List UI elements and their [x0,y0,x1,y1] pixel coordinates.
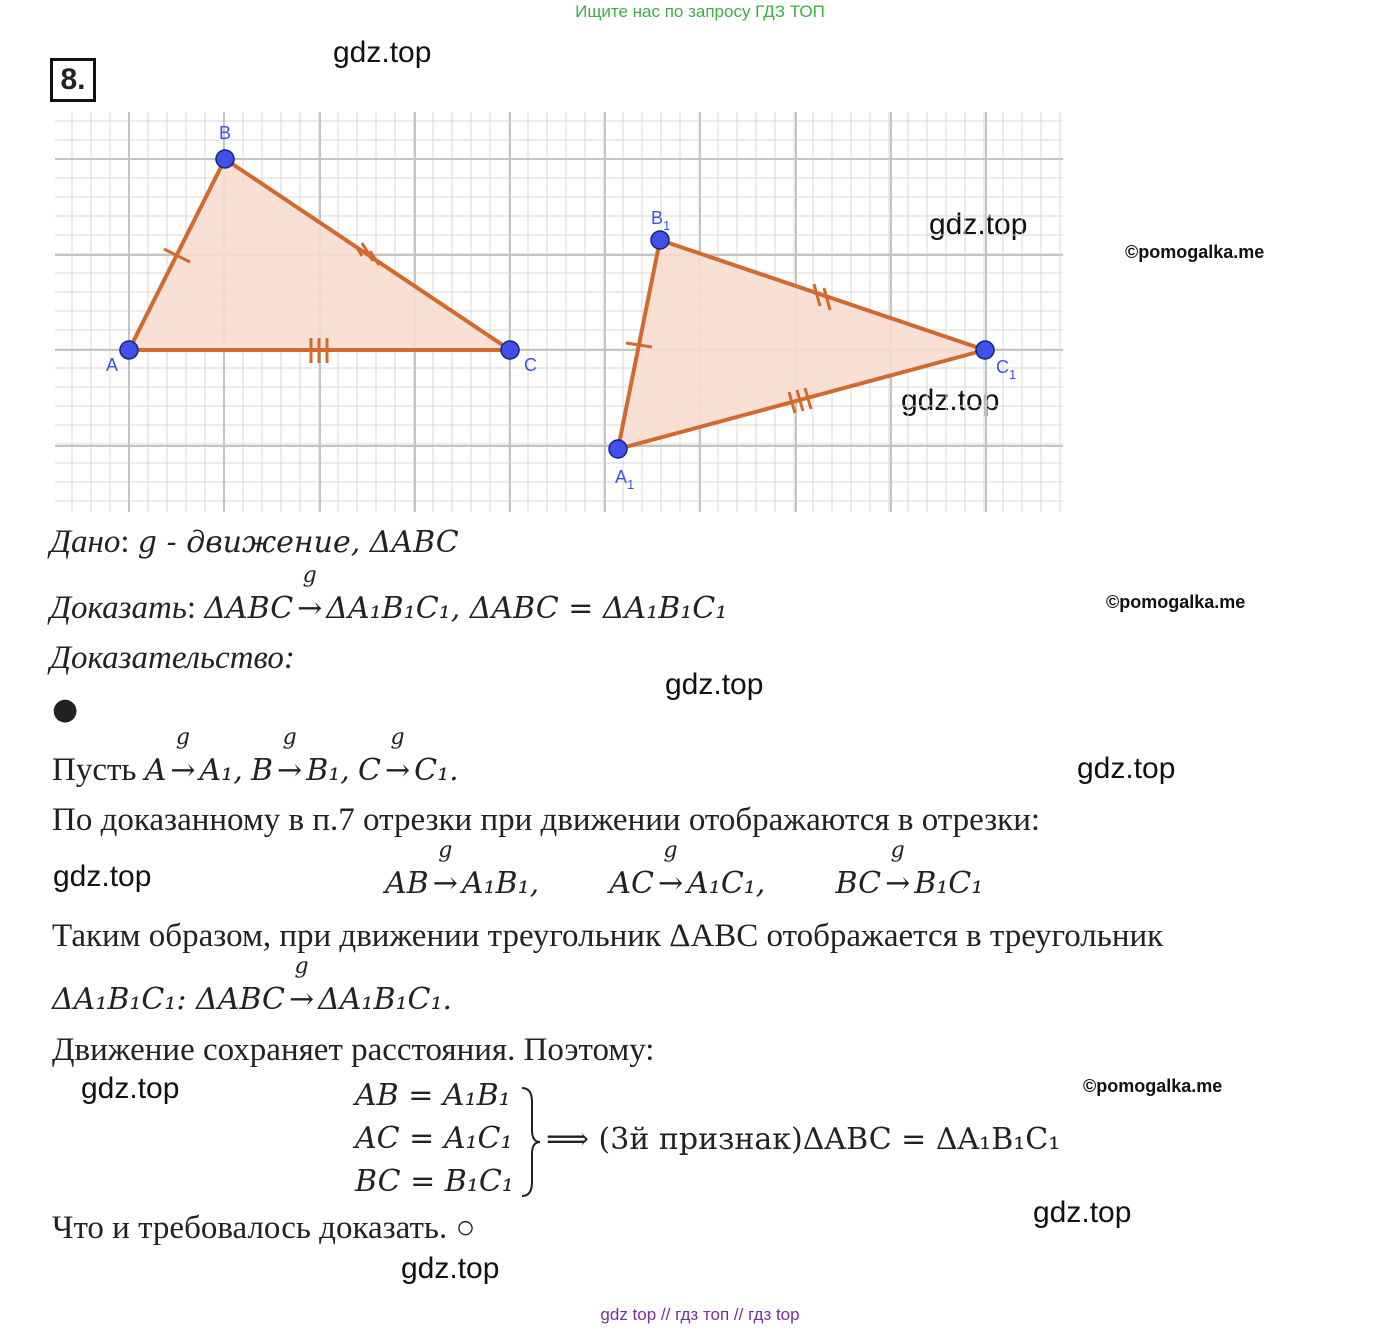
label-a: A [106,355,119,375]
prove-label: Доказать [50,590,187,626]
segment-to: B₁C₁ [914,866,984,901]
watermark: gdz.top [901,384,1000,417]
watermark: gdz.top [1077,752,1176,785]
p7-text: По доказанному в п.7 отрезки при движении отображаются в отрезки: [52,802,1041,838]
copyright: ©pomogalka.me [1106,592,1246,612]
map-from: B [251,753,274,788]
qed: Что и требовалось доказать. ○ [52,1210,476,1246]
label-c1: $C_1$ [996,357,1017,382]
let-line: Пусть A g → A₁, B g → B₁, C g → C₁. [52,725,459,788]
conclusion: ⟹ (3й признак)ΔABC = ΔA₁B₁C₁ [546,1122,1061,1157]
thus-text: Таким образом, при движении треугольник ΔABC отображается в треугольник [52,918,1164,954]
top-banner: Ищите нас по запросу ГДЗ ТОП [575,2,825,21]
map-from: C [358,753,382,788]
copyright: ©pomogalka.me [1125,242,1265,262]
thus-map: ΔA₁B₁C₁: ΔABC g → ΔA₁B₁C₁. [52,954,453,1017]
watermark: gdz.top [665,668,764,701]
segment-from: AB [385,866,429,901]
label-b1: $B_1$ [651,208,671,233]
watermark: gdz.top [929,208,1028,241]
proof-label: Доказательство: [50,640,295,676]
point-a1 [609,440,627,458]
triangles-figure [0,0,1100,520]
segment-from: BC [835,866,882,901]
point-b1 [651,231,669,249]
map-arrow: g → [297,563,323,626]
map-from: A [144,753,167,788]
equality-ac: AC = A₁C₁ [355,1121,513,1156]
point-c1 [976,341,994,359]
given-text: g - движение, ΔABC [137,525,459,560]
label-a1: $A_1$ [615,467,635,492]
segment-to: A₁B₁, [461,866,540,901]
map-to: C₁. [414,753,459,788]
prove-left: ΔABC [204,591,294,626]
point-a [120,341,138,359]
point-c [501,341,519,359]
prove-right: ΔA₁B₁C₁, ΔABC = ΔA₁B₁C₁ [326,591,728,626]
footer-links[interactable]: gdz top // гдз топ // гдз top [600,1305,800,1324]
given-line: Дано: g - движение, ΔABC [50,524,459,560]
watermark: gdz.top [53,860,152,893]
thus-prefix: ΔA₁B₁C₁: ΔABC [52,982,285,1017]
copyright: ©pomogalka.me [1083,1076,1223,1096]
map-to: A₁, [199,753,243,788]
triangle-a1b1c1-fill [618,240,985,449]
let-word: Пусть [52,752,137,788]
segment-maps: AB g → A₁B₁, AC g → A₁C₁, BC g → B₁C₁ [385,838,984,901]
segment-to: A₁C₁, [687,866,766,901]
problem-number: 8. [50,58,96,102]
prove-line: Доказать: ΔABC g → ΔA₁B₁C₁, ΔABC = ΔA₁B₁C₁ [50,563,728,626]
map-to: B₁, [306,753,350,788]
label-b: B [219,123,232,143]
bullet: ● [52,692,79,727]
given-label: Дано [50,524,121,560]
equality-ab: AB = A₁B₁ [355,1078,511,1113]
equality-bc: BC = B₁C₁ [355,1164,514,1199]
point-b [216,150,234,168]
label-c: C [524,355,537,375]
watermark: gdz.top [81,1072,180,1105]
thus-to: ΔA₁B₁C₁. [318,982,453,1017]
segment-from: AC [609,866,654,901]
right-brace [518,1086,542,1198]
watermark: gdz.top [333,36,432,69]
watermark: gdz.top [1033,1196,1132,1229]
distance-text: Движение сохраняет расстояния. Поэтому: [52,1032,655,1068]
watermark: gdz.top [401,1252,500,1285]
